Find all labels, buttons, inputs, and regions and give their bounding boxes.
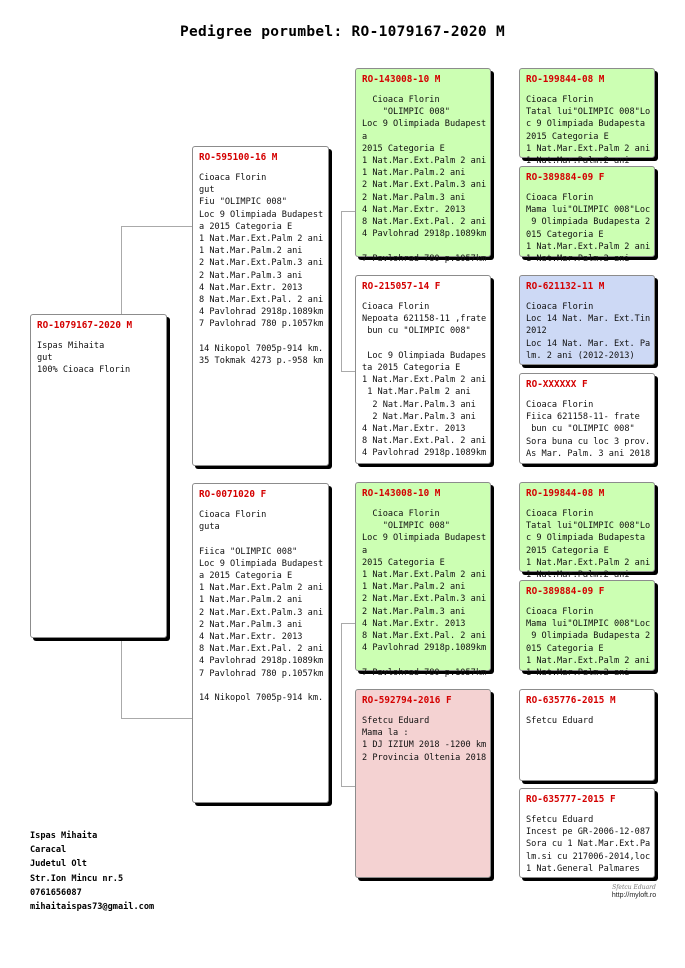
connector-line [341,371,355,372]
ring-number: RO-635777-2015 F [526,794,616,805]
pigeon-card-sire-sire-sire [519,68,655,167]
pigeon-details: Cioaca Florin Nepoata 621158-11 ,frate bun cu "OLIMPIC 008" Loc 9 Olimpiada Budapes ta 2015 Categoria E 1 Nat.Mar.Ext.Palm 2 ani 1 Nat.Mar.Palm 2 ani 2 Nat.Mar.Palm.3 ani 2 Nat.Mar.Palm.3 ani 4 Nat.Mar.Extr. 2013 8 Nat.Mar.Ext.Pal. 2 ani 4 Pavlohrad 2918p.1089km [362,302,487,459]
site-logo [608,884,660,899]
breeder-city: Caracal [30,845,67,856]
pigeon-details: Sfetcu Eduard Incest pe GR-2006-12-087 Sora cu 1 Nat.Mar.Ext.Pa lm.si cu 217006-2014,loc 1 Nat.General Palmares [526,815,651,874]
pigeon-details: Cioaca Florin gut Fiu "OLIMPIC 008" Loc 9 Olimpiada Budapest a 2015 Categoria E 1 Nat.Mar.Ext.Palm 2 ani 1 Nat.Mar.Palm.2 ani 2 Nat.Mar.Ext.Palm.3 ani 2 Nat.Mar.Palm.3 ani 4 Nat.Mar.Extr. 2013 8 Nat.Mar.Ext.Pal. 2 ani 4 Pavlohrad 2918p.1089km 7 Pavlohrad 780 p.1057km 14 Nikopol 7005p-914 km. 35 Tokmak 4273 p.-958 km [199,173,324,367]
ring-number: RO-635776-2015 M [526,695,616,706]
ring-number: RO-595100-16 M [199,152,278,163]
pigeon-card-sire [192,146,329,466]
breeder-email: mihaitaispas73@gmail.com [30,902,155,913]
pigeon-details: Cioaca Florin guta Fiica "OLIMPIC 008" Loc 9 Olimpiada Budapest a 2015 Categoria E 1 Nat.Mar.Ext.Palm 2 ani 1 Nat.Mar.Palm.2 ani 2 Nat.Mar.Ext.Palm.3 ani 2 Nat.Mar.Palm.3 ani 4 Nat.Mar.Extr. 2013 8 Nat.Mar.Ext.Pal. 2 ani 4 Pavlohrad 2918p.1089km 7 Pavlohrad 780 p.1057km 14 Nikopol 7005p-914 km. [199,510,324,704]
connector-line [121,226,193,227]
pigeon-details: Cioaca Florin "OLIMPIC 008" Loc 9 Olimpiada Budapest a 2015 Categoria E 1 Nat.Mar.Ext.Palm 2 ani 1 Nat.Mar.Palm.2 ani 2 Nat.Mar.Ext.Palm.3 ani 2 Nat.Mar.Palm.3 ani 4 Nat.Mar.Extr. 2013 8 Nat.Mar.Ext.Pal. 2 ani 4 Pavlohrad 2918p.1089km 7 Pavlohrad 780 p.1057km [362,509,487,678]
pigeon-card-dam-sire-sire [519,482,655,581]
pigeon-details: Sfetcu Eduard Mama la : 1 DJ IZIUM 2018 -1200 km 2 Provincia Oltenia 2018 [362,716,487,763]
pigeon-details: Ispas Mihaita gut 100% Cioaca Florin [37,341,131,376]
pigeon-card-dam-dam [355,689,491,878]
ring-number: RO-143008-10 M [362,74,441,85]
pigeon-card-sire-dam [355,275,491,464]
signature: Sfetcu Eduard [612,884,656,891]
pigeon-card-dam-sire [355,482,491,678]
pigeon-details: Cioaca Florin Loc 14 Nat. Mar. Ext.Tin 2012 Loc 14 Nat. Mar. Ext. Pa lm. 2 ani (2012-2013) [526,302,651,361]
connector-line [341,211,355,212]
breeder-county: Judetul Olt [30,859,87,870]
pigeon-details: Sfetcu Eduard [526,716,594,726]
website-link[interactable]: http://myloft.ro [611,892,657,899]
breeder-street: Str.Ion Mincu nr.5 [30,873,124,884]
pigeon-details: Cioaca Florin Mama lui"OLIMPIC 008"Loc 9 Olimpiada Budapesta 2 015 Categoria E 1 Nat.Mar.Ext.Palm 2 ani 1 Nat.Mar.Palm.2 ani [526,193,651,265]
pigeon-details: Cioaca Florin Fiica 621158-11- frate bun cu "OLIMPIC 008" Sora buna cu loc 3 prov. As Mar. Palm. 3 ani 2018 [526,400,651,459]
ring-number: RO-215057-14 F [362,281,441,292]
pigeon-card-sire-sire-dam [519,166,655,265]
connector-line [341,211,342,371]
breeder-phone: 0761656087 [30,887,82,898]
pigeon-details: Cioaca Florin Mama lui"OLIMPIC 008"Loc 9 Olimpiada Budapesta 2 015 Categoria E 1 Nat.Mar.Ext.Palm 2 ani 1 Nat.Mar.Palm.2 ani [526,607,651,679]
pigeon-details: Cioaca Florin "OLIMPIC 008" Loc 9 Olimpiada Budapest a 2015 Categoria E 1 Nat.Mar.Ext.Palm 2 ani 1 Nat.Mar.Palm.2 ani 2 Nat.Mar.Ext.Palm.3 ani 2 Nat.Mar.Palm.3 ani 4 Nat.Mar.Extr. 2013 8 Nat.Mar.Ext.Pal. 2 ani 4 Pavlohrad 2918p.1089km 7 Pavlohrad 780 p.1057km [362,95,487,264]
pigeon-card-sire-dam-sire [519,275,655,365]
pigeon-card-sire-dam-dam [519,373,655,464]
pigeon-card-subject [30,314,167,638]
ring-number: RO-XXXXXX F [526,379,588,390]
ring-number: RO-389884-09 F [526,586,605,597]
pigeon-details: Cioaca Florin Tatal lui"OLIMPIC 008"Lo c 9 Olimpiada Budapesta 2015 Categoria E 1 Nat.Mar.Ext.Palm 2 ani 1 Nat.Mar.Palm.2 ani [526,509,651,581]
connector-line [341,623,355,624]
ring-number: RO-143008-10 M [362,488,441,499]
connector-line [341,786,355,787]
ring-number: RO-1079167-2020 M [37,320,133,331]
breeder-name: Ispas Mihaita [30,831,98,841]
pigeon-card-dam-dam-sire [519,689,655,781]
pigeon-card-sire-sire [355,68,491,264]
page-title: Pedigree porumbel: RO-1079167-2020 M [179,24,506,40]
ring-number: RO-0071020 F [199,489,267,500]
ring-number: RO-592794-2016 F [362,695,452,706]
breeder-contact [30,829,154,914]
ring-number: RO-199844-08 M [526,488,605,499]
pigeon-details: Cioaca Florin Tatal lui"OLIMPIC 008"Lo c 9 Olimpiada Budapesta 2015 Categoria E 1 Nat.Mar.Ext.Palm 2 ani 1 Nat.Mar.Palm.2 ani [526,95,651,167]
pigeon-card-dam-sire-dam [519,580,655,679]
pigeon-card-dam [192,483,329,803]
pigeon-card-dam-dam-dam [519,788,655,878]
connector-line [341,623,342,786]
connector-line [121,718,193,719]
ring-number: RO-389884-09 F [526,172,605,183]
ring-number: RO-199844-08 M [526,74,605,85]
ring-number: RO-621132-11 M [526,281,605,292]
